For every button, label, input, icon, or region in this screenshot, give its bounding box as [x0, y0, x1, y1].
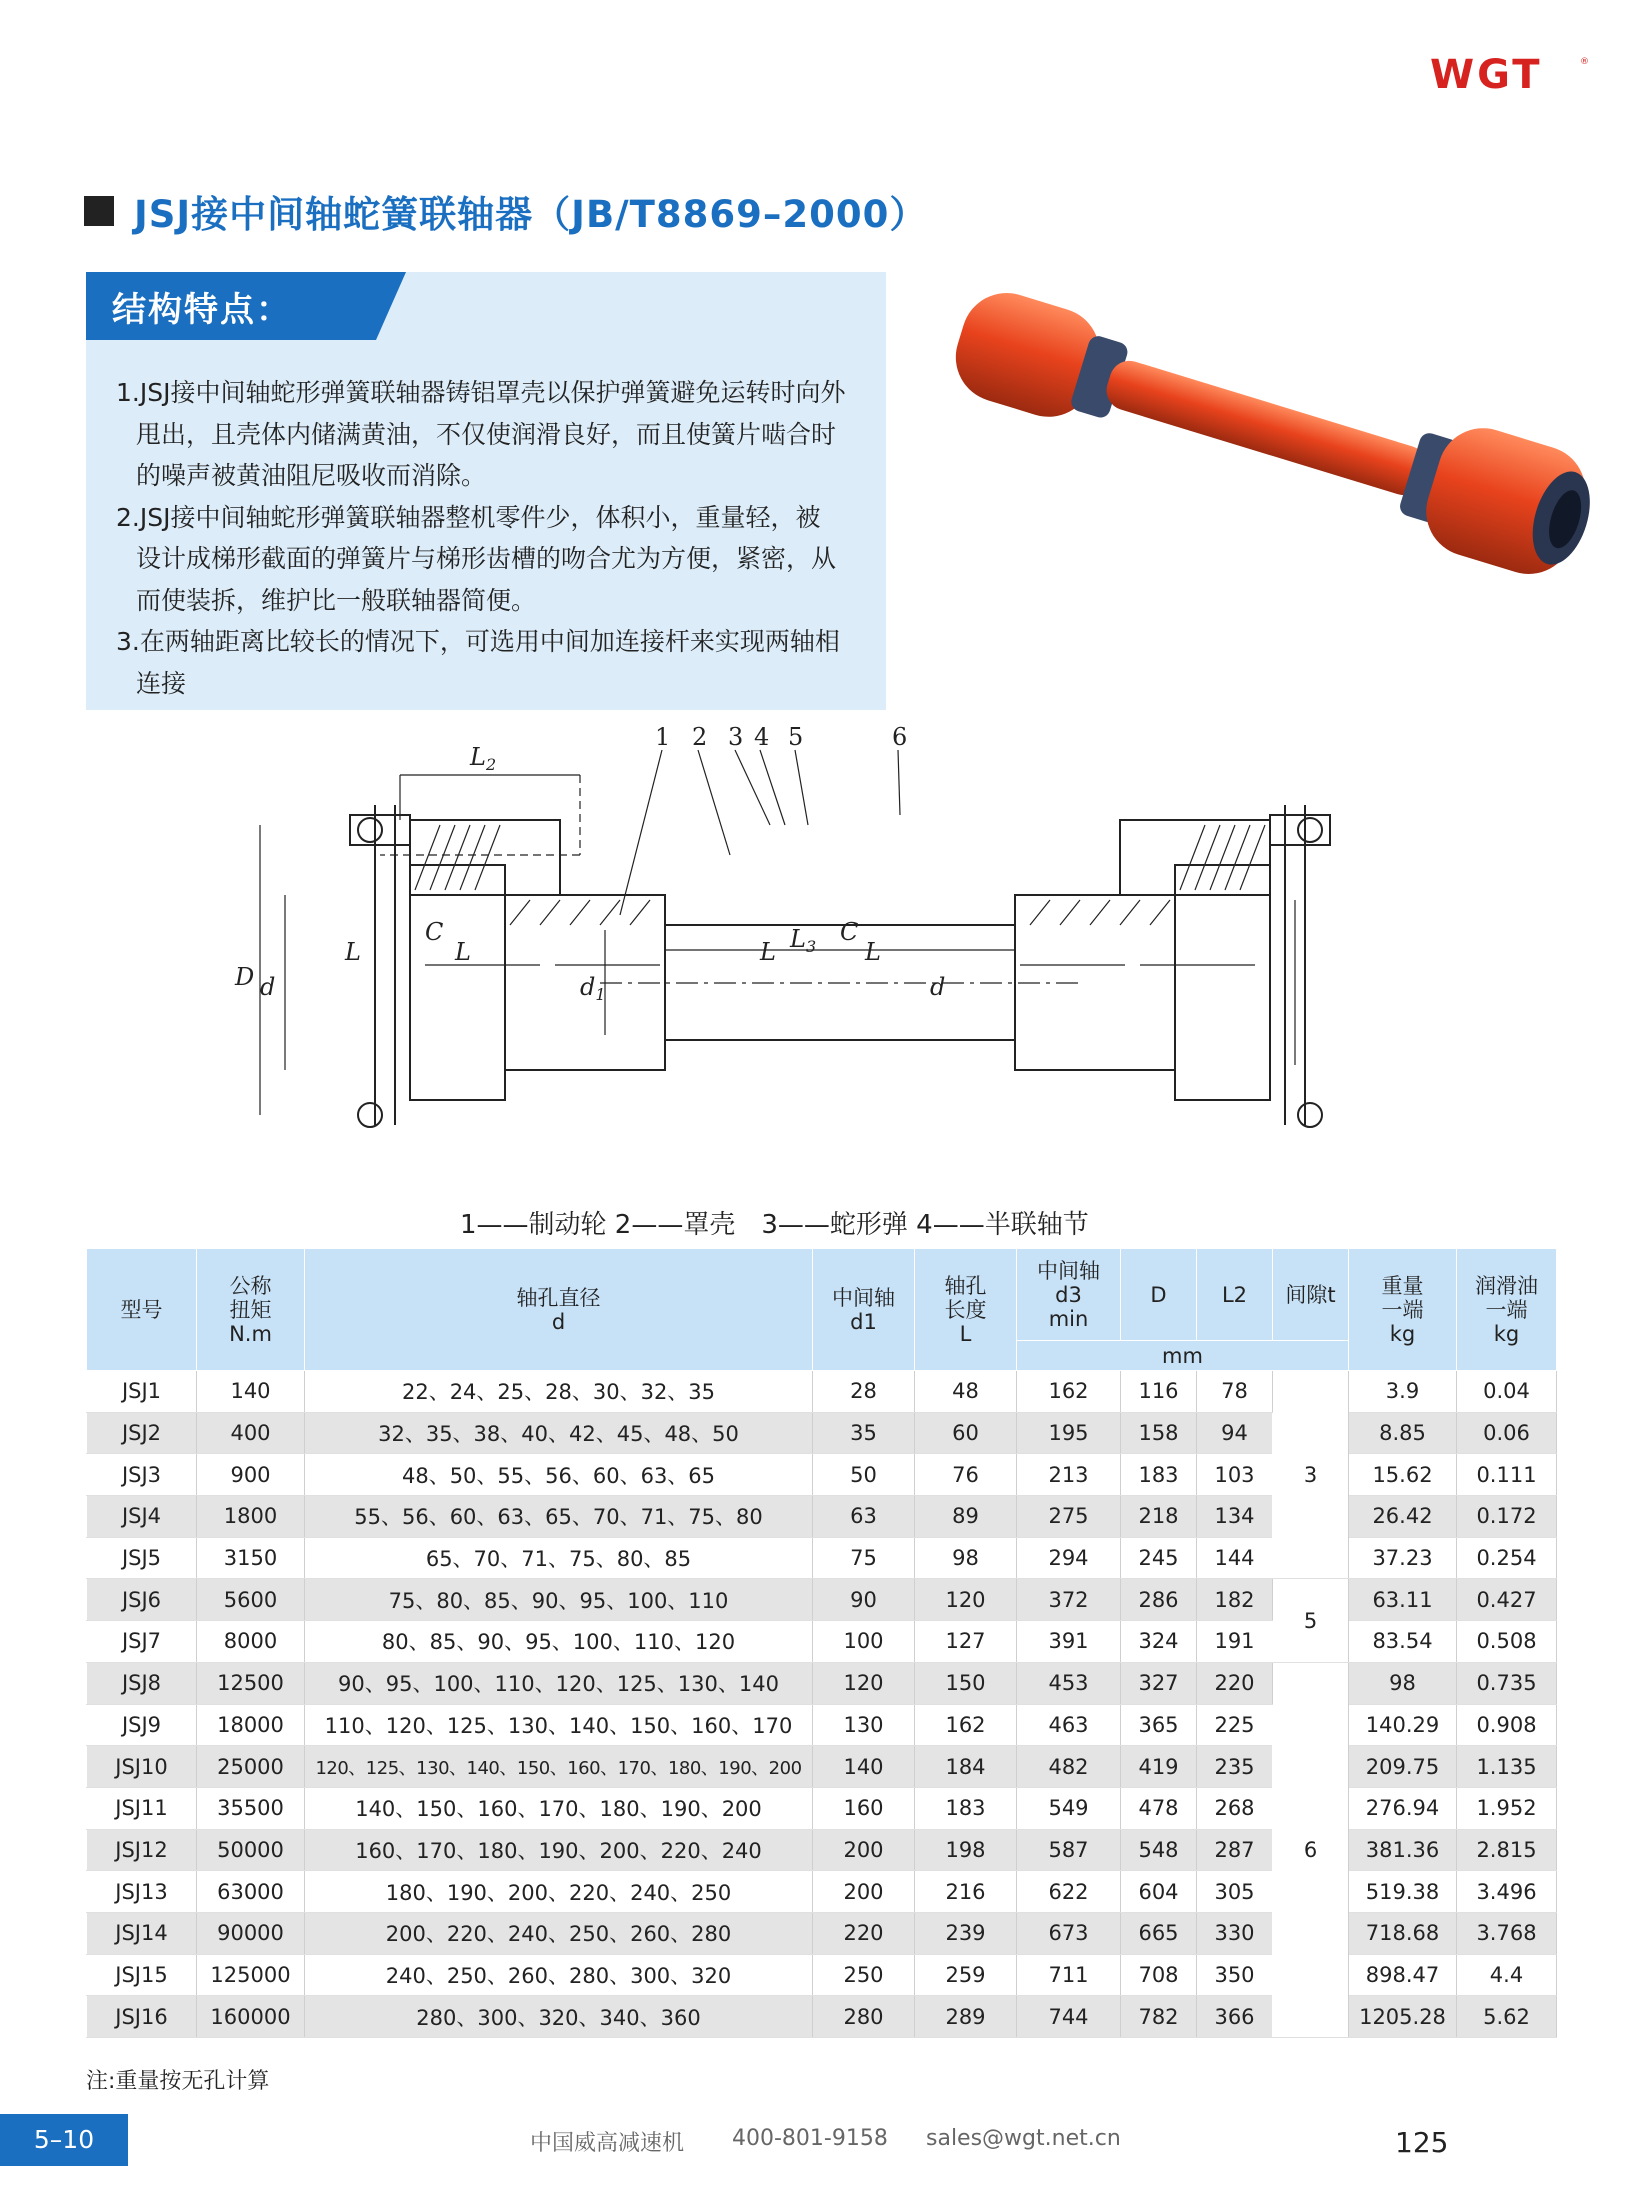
cell-torque: 160000: [197, 1996, 305, 2038]
cell-L2: 220: [1197, 1662, 1273, 1704]
cell-oil: 2.815: [1457, 1829, 1557, 1871]
cell-L: 198: [915, 1829, 1017, 1871]
cell-bore: 280、300、320、340、360: [305, 1996, 813, 2038]
features-heading: 结构特点：: [112, 290, 292, 330]
cell-model: JSJ11: [87, 1787, 197, 1829]
cell-L: 289: [915, 1996, 1017, 2038]
cell-model: JSJ9: [87, 1704, 197, 1746]
cell-d1: 160: [813, 1787, 915, 1829]
cell-L2: 191: [1197, 1621, 1273, 1663]
cell-L: 183: [915, 1787, 1017, 1829]
cell-bore: 22、24、25、28、30、32、35: [305, 1371, 813, 1413]
cell-d3: 391: [1017, 1621, 1121, 1663]
dim-L3: $L_3$: [790, 925, 817, 956]
feature-line: 甩出，且壳体内储满黄油，不仅使润滑良好，而且使簧片啮合时: [136, 419, 837, 449]
footer-phone: 400-801-9158: [732, 2126, 888, 2151]
cell-bore: 32、35、38、40、42、45、48、50: [305, 1412, 813, 1454]
cell-torque: 140: [197, 1371, 305, 1413]
feature-line: 的噪声被黄油阻尼吸收而消除。: [136, 461, 487, 490]
cell-oil: 4.4: [1457, 1954, 1557, 1996]
cell-model: JSJ1: [87, 1371, 197, 1413]
cell-d1: 220: [813, 1912, 915, 1954]
cell-oil: 1.952: [1457, 1787, 1557, 1829]
cell-D: 782: [1121, 1996, 1197, 2038]
cell-d3: 294: [1017, 1537, 1121, 1579]
footer-email: sales@wgt.net.cn: [926, 2126, 1121, 2151]
cell-model: JSJ7: [87, 1621, 197, 1663]
cell-bore: 120、125、130、140、150、160、170、180、190、200: [305, 1746, 813, 1788]
cell-bore: 90、95、100、110、120、125、130、140: [305, 1662, 813, 1704]
feature-line: 2.JSJ接中间轴蛇形弹簧联轴器整机零件少，体积小，重量轻，被: [116, 502, 821, 532]
cell-L2: 144: [1197, 1537, 1273, 1579]
cell-d1: 280: [813, 1996, 915, 2038]
logo-text: WGT: [1430, 52, 1543, 98]
wgt-logo: [1430, 52, 1590, 98]
page-title: JSJ接中间轴蛇簧联轴器（JB/T8869–2000）: [134, 193, 928, 236]
cell-bore: 75、80、85、90、95、100、110: [305, 1579, 813, 1621]
cell-d1: 100: [813, 1621, 915, 1663]
cell-oil: 3.496: [1457, 1871, 1557, 1913]
cell-torque: 90000: [197, 1912, 305, 1954]
cell-torque: 35500: [197, 1787, 305, 1829]
cell-weight: 3.9: [1349, 1371, 1457, 1413]
cell-D: 365: [1121, 1704, 1197, 1746]
svg-text:®: ®: [1580, 57, 1589, 67]
header-torque: 公称 扭矩 N.m: [197, 1249, 305, 1371]
cell-L: 120: [915, 1579, 1017, 1621]
cell-D: 116: [1121, 1371, 1197, 1413]
part-2: 2: [692, 723, 708, 751]
cell-bore: 180、190、200、220、240、250: [305, 1871, 813, 1913]
cell-d3: 372: [1017, 1579, 1121, 1621]
cell-weight: 37.23: [1349, 1537, 1457, 1579]
cell-torque: 18000: [197, 1704, 305, 1746]
cell-model: JSJ8: [87, 1662, 197, 1704]
cell-torque: 3150: [197, 1537, 305, 1579]
cell-torque: 12500: [197, 1662, 305, 1704]
cell-D: 478: [1121, 1787, 1197, 1829]
header-oil: 润滑油 一端 kg: [1457, 1249, 1557, 1371]
cell-oil: 0.427: [1457, 1579, 1557, 1621]
cell-weight: 1205.28: [1349, 1996, 1457, 2038]
drawing-legend: 1——制动轮 2——罩壳 3——蛇形弹 4——半联轴节: [460, 1210, 1089, 1240]
cell-d1: 250: [813, 1954, 915, 1996]
cell-torque: 5600: [197, 1579, 305, 1621]
cell-oil: 0.908: [1457, 1704, 1557, 1746]
feature-line: 3.在两轴距离比较长的情况下，可选用中间加连接杆来实现两轴相: [116, 627, 840, 656]
cell-L2: 182: [1197, 1579, 1273, 1621]
header-d1: 中间轴 d1: [813, 1249, 915, 1371]
cell-bore: 55、56、60、63、65、70、71、75、80: [305, 1496, 813, 1538]
cell-oil: 0.06: [1457, 1412, 1557, 1454]
cell-d1: 75: [813, 1537, 915, 1579]
cell-torque: 50000: [197, 1829, 305, 1871]
cell-L: 76: [915, 1454, 1017, 1496]
cell-D: 419: [1121, 1746, 1197, 1788]
cell-L: 127: [915, 1621, 1017, 1663]
cell-bore: 48、50、55、56、60、63、65: [305, 1454, 813, 1496]
cell-bore: 160、170、180、190、200、220、240: [305, 1829, 813, 1871]
header-unit: mm: [1017, 1341, 1349, 1371]
cell-weight: 519.38: [1349, 1871, 1457, 1913]
technical-drawing: [235, 723, 1350, 1195]
cell-L2: 134: [1197, 1496, 1273, 1538]
cell-d3: 482: [1017, 1746, 1121, 1788]
cell-model: JSJ16: [87, 1996, 197, 2038]
cell-d1: 90: [813, 1579, 915, 1621]
feature-line: 设计成梯形截面的弹簧片与梯形齿槽的吻合尤为方便，紧密，从: [136, 544, 837, 573]
cell-L2: 225: [1197, 1704, 1273, 1746]
dim-d-right: d: [930, 973, 946, 1001]
cell-D: 548: [1121, 1829, 1197, 1871]
cell-d1: 200: [813, 1871, 915, 1913]
cell-weight: 26.42: [1349, 1496, 1457, 1538]
cell-d3: 195: [1017, 1412, 1121, 1454]
cell-D: 183: [1121, 1454, 1197, 1496]
header-bore: 轴孔直径 d: [305, 1249, 813, 1371]
cell-model: JSJ13: [87, 1871, 197, 1913]
cell-d1: 28: [813, 1371, 915, 1413]
cell-D: 158: [1121, 1412, 1197, 1454]
section-tab: 5–10: [0, 2114, 128, 2166]
cell-d3: 587: [1017, 1829, 1121, 1871]
cell-L: 48: [915, 1371, 1017, 1413]
cell-L: 150: [915, 1662, 1017, 1704]
cell-oil: 0.172: [1457, 1496, 1557, 1538]
cell-bore: 110、120、125、130、140、150、160、170: [305, 1704, 813, 1746]
dim-C-right: C: [840, 918, 859, 946]
cell-L2: 366: [1197, 1996, 1273, 2038]
cell-d3: 453: [1017, 1662, 1121, 1704]
cell-d3: 213: [1017, 1454, 1121, 1496]
footer-company: 中国威高减速机: [530, 2131, 685, 2156]
cell-bore: 240、250、260、280、300、320: [305, 1954, 813, 1996]
cell-d1: 120: [813, 1662, 915, 1704]
cell-L: 60: [915, 1412, 1017, 1454]
cell-d1: 130: [813, 1704, 915, 1746]
cell-D: 245: [1121, 1537, 1197, 1579]
dim-L-right-2: L: [865, 938, 881, 966]
cell-L: 98: [915, 1537, 1017, 1579]
cell-gap: 6: [1273, 1662, 1349, 2037]
part-5: 5: [788, 723, 804, 751]
cell-bore: 140、150、160、170、180、190、200: [305, 1787, 813, 1829]
part-1: 1: [655, 723, 671, 751]
header-D: D: [1121, 1249, 1197, 1341]
cell-model: JSJ10: [87, 1746, 197, 1788]
cell-oil: 0.111: [1457, 1454, 1557, 1496]
cell-d3: 463: [1017, 1704, 1121, 1746]
cell-L2: 235: [1197, 1746, 1273, 1788]
coupling-photo: [900, 300, 1620, 600]
cell-d1: 140: [813, 1746, 915, 1788]
table-note: 注:重量按无孔计算: [86, 2069, 270, 2094]
cell-torque: 63000: [197, 1871, 305, 1913]
cell-d3: 711: [1017, 1954, 1121, 1996]
cell-weight: 898.47: [1349, 1954, 1457, 1996]
cell-L2: 103: [1197, 1454, 1273, 1496]
cell-L: 259: [915, 1954, 1017, 1996]
cell-weight: 15.62: [1349, 1454, 1457, 1496]
cell-model: JSJ3: [87, 1454, 197, 1496]
cell-oil: 3.768: [1457, 1912, 1557, 1954]
cell-D: 286: [1121, 1579, 1197, 1621]
cell-weight: 209.75: [1349, 1746, 1457, 1788]
cell-model: JSJ5: [87, 1537, 197, 1579]
cell-D: 327: [1121, 1662, 1197, 1704]
spec-table: [86, 1248, 1557, 2038]
cell-weight: 718.68: [1349, 1912, 1457, 1954]
cell-oil: 0.254: [1457, 1537, 1557, 1579]
cell-L2: 78: [1197, 1371, 1273, 1413]
cell-torque: 25000: [197, 1746, 305, 1788]
cell-oil: 1.135: [1457, 1746, 1557, 1788]
cell-L2: 350: [1197, 1954, 1273, 1996]
table-row: [87, 1371, 1557, 1413]
cell-torque: 8000: [197, 1621, 305, 1663]
cell-model: JSJ2: [87, 1412, 197, 1454]
cell-d1: 63: [813, 1496, 915, 1538]
header-model: 型号: [87, 1249, 197, 1371]
cell-L2: 94: [1197, 1412, 1273, 1454]
cell-L2: 268: [1197, 1787, 1273, 1829]
feature-line: 连接: [136, 668, 187, 698]
cell-d3: 549: [1017, 1787, 1121, 1829]
cell-weight: 381.36: [1349, 1829, 1457, 1871]
cell-oil: 0.735: [1457, 1662, 1557, 1704]
dim-C-left: C: [425, 918, 444, 946]
cell-model: JSJ14: [87, 1912, 197, 1954]
cell-d3: 622: [1017, 1871, 1121, 1913]
dim-L-right: L: [760, 938, 776, 966]
dim-L2: $L_2$: [470, 743, 497, 774]
cell-d3: 673: [1017, 1912, 1121, 1954]
cell-torque: 400: [197, 1412, 305, 1454]
cell-L: 239: [915, 1912, 1017, 1954]
cell-gap: 5: [1273, 1579, 1349, 1662]
cell-weight: 83.54: [1349, 1621, 1457, 1663]
cell-weight: 276.94: [1349, 1787, 1457, 1829]
cell-weight: 8.85: [1349, 1412, 1457, 1454]
cell-oil: 5.62: [1457, 1996, 1557, 2038]
features-text: [116, 372, 876, 704]
cell-d1: 200: [813, 1829, 915, 1871]
cell-model: JSJ4: [87, 1496, 197, 1538]
cell-model: JSJ6: [87, 1579, 197, 1621]
header-d3: 中间轴 d3 min: [1017, 1249, 1121, 1341]
feature-line: 1.JSJ接中间轴蛇形弹簧联轴器铸铝罩壳以保护弹簧避免运转时向外: [116, 378, 846, 407]
cell-L2: 330: [1197, 1912, 1273, 1954]
part-6: 6: [892, 723, 908, 751]
cell-D: 218: [1121, 1496, 1197, 1538]
cell-bore: 200、220、240、250、260、280: [305, 1912, 813, 1954]
title-square-icon: [84, 196, 114, 226]
dim-d-left: d: [260, 973, 276, 1001]
cell-D: 324: [1121, 1621, 1197, 1663]
header-L2: L2: [1197, 1249, 1273, 1341]
cell-oil: 0.508: [1457, 1621, 1557, 1663]
cell-torque: 1800: [197, 1496, 305, 1538]
cell-oil: 0.04: [1457, 1371, 1557, 1413]
cell-torque: 125000: [197, 1954, 305, 1996]
cell-d3: 744: [1017, 1996, 1121, 2038]
part-3: 3: [728, 723, 744, 751]
cell-gap: 3: [1273, 1371, 1349, 1579]
part-4: 4: [754, 723, 770, 751]
cell-D: 708: [1121, 1954, 1197, 1996]
cell-d1: 50: [813, 1454, 915, 1496]
dim-L-left: L: [345, 938, 361, 966]
header-gap: 间隙t: [1273, 1249, 1349, 1341]
cell-L: 89: [915, 1496, 1017, 1538]
cell-model: JSJ12: [87, 1829, 197, 1871]
header-weight: 重量 一端 kg: [1349, 1249, 1457, 1371]
cell-torque: 900: [197, 1454, 305, 1496]
dim-d1: $d_1$: [580, 973, 606, 1004]
dim-D: D: [235, 963, 255, 991]
cell-weight: 63.11: [1349, 1579, 1457, 1621]
cell-L2: 305: [1197, 1871, 1273, 1913]
header-L: 轴孔 长度 L: [915, 1249, 1017, 1371]
cell-d3: 275: [1017, 1496, 1121, 1538]
cell-d1: 35: [813, 1412, 915, 1454]
cell-model: JSJ15: [87, 1954, 197, 1996]
cell-bore: 80、85、90、95、100、110、120: [305, 1621, 813, 1663]
cell-L: 184: [915, 1746, 1017, 1788]
feature-line: 而使装拆，维护比一般联轴器简便。: [136, 585, 537, 615]
table-row: [87, 1662, 1557, 1704]
cell-weight: 140.29: [1349, 1704, 1457, 1746]
cell-D: 604: [1121, 1871, 1197, 1913]
cell-weight: 98: [1349, 1662, 1457, 1704]
cell-L: 162: [915, 1704, 1017, 1746]
cell-d3: 162: [1017, 1371, 1121, 1413]
cell-L: 216: [915, 1871, 1017, 1913]
page-number: 125: [1395, 2126, 1449, 2159]
table-row: [87, 1579, 1557, 1621]
cell-D: 665: [1121, 1912, 1197, 1954]
dim-L-left-2: L: [455, 938, 471, 966]
cell-L2: 287: [1197, 1829, 1273, 1871]
cell-bore: 65、70、71、75、80、85: [305, 1537, 813, 1579]
